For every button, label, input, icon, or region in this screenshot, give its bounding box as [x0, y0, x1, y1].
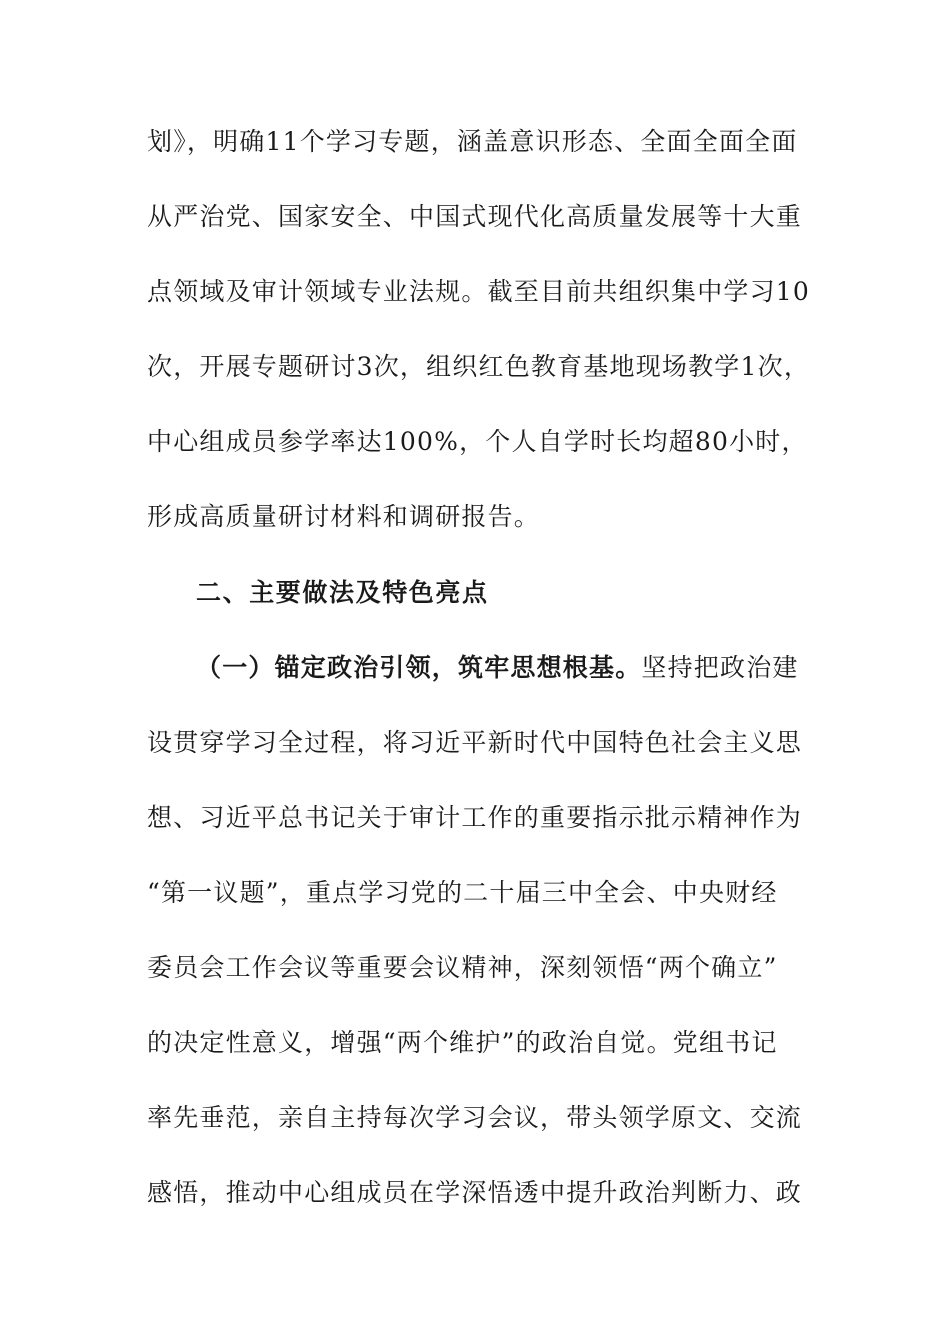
paragraph-line: 感悟，推动中心组成员在学深悟透中提升政治判断力、政: [147, 1178, 803, 1207]
paragraph-line: 点领域及审计领域专业法规。截至目前共组织集中学习10: [147, 277, 811, 306]
paragraph-line: 想、习近平总书记关于审计工作的重要指示批示精神作为: [147, 803, 803, 832]
paragraph-line: 从严治党、国家安全、中国式现代化高质量发展等十大重: [147, 202, 803, 231]
paragraph-line: “第一议题”，重点学习党的二十届三中全会、中央财经: [147, 878, 778, 907]
subsection-lead-line: [196, 650, 856, 686]
paragraph-line: 形成高质量研讨材料和调研报告。: [147, 502, 541, 531]
paragraph-line: 中心组成员参学率达100%，个人自学时长均超80小时，: [147, 427, 808, 456]
subsection-title: （一）锚定政治引领，筑牢思想根基。: [196, 653, 642, 682]
paragraph-line: 的决定性意义，增强“两个维护”的政治自觉。党组书记: [147, 1028, 778, 1057]
subsection-lead-text: 坚持把政治建: [641, 653, 799, 682]
paragraph-line: 率先垂范，亲自主持每次学习会议，带头领学原文、交流: [147, 1103, 803, 1132]
section-heading: 二、主要做法及特色亮点: [196, 578, 489, 607]
paragraph-line: 划》，明确11个学习专题，涵盖意识形态、全面全面全面: [147, 127, 798, 156]
paragraph-line: 次，开展专题研讨3次，组织红色教育基地现场教学1次，: [147, 352, 811, 381]
paragraph-line: 设贯穿学习全过程，将习近平新时代中国特色社会主义思: [147, 728, 803, 757]
paragraph-line: 委员会工作会议等重要会议精神，深刻领悟“两个确立”: [147, 953, 778, 982]
